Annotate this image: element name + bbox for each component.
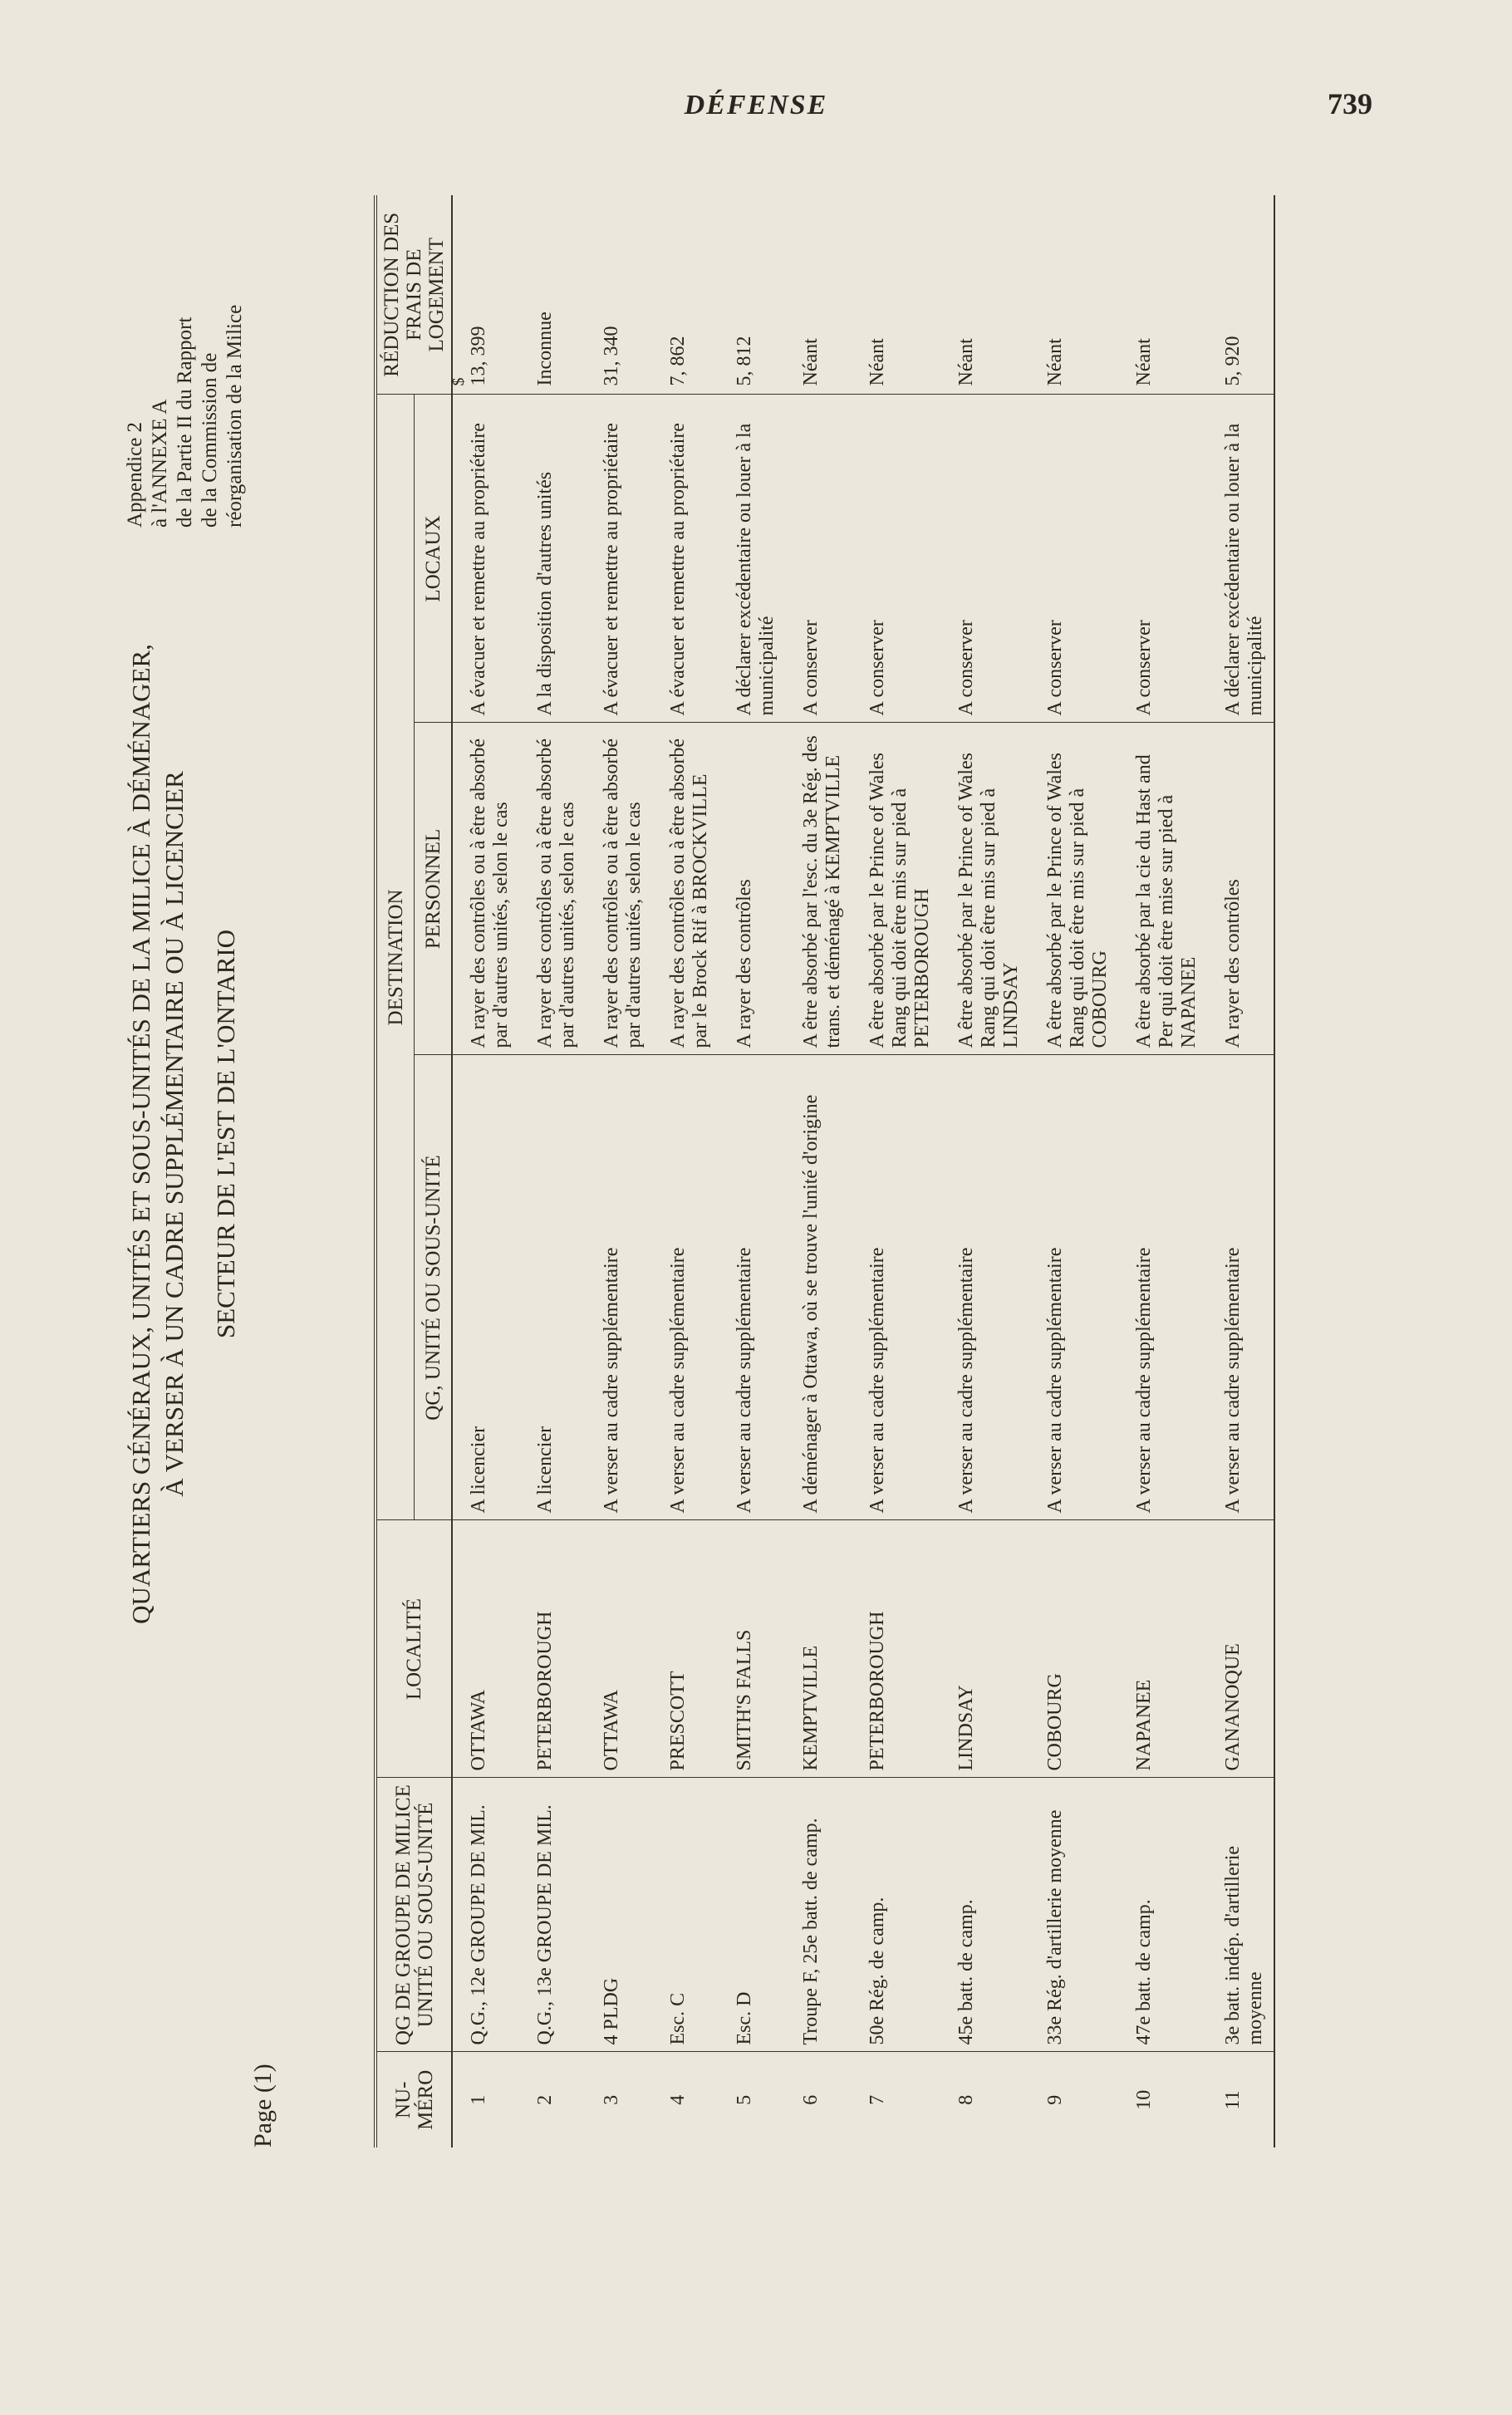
table-subtitle: SECTEUR DE L'EST DE L'ONTARIO — [211, 929, 240, 1339]
title-line-1: QUARTIERS GÉNÉRAUX, UNITÉS ET SOUS-UNITÉS DE LA MILICE À DÉMÉNAGER, — [126, 644, 155, 1624]
table-caption — [124, 170, 374, 2156]
cell-unit: Esc. C — [652, 1778, 719, 2052]
cell-qg-unite: A licencier — [519, 1055, 586, 1520]
cell-localite: OTTAWA — [452, 1520, 519, 1778]
cell-locaux: A conserver — [1029, 395, 1118, 723]
cell-localite: OTTAWA — [586, 1520, 652, 1778]
cell-qg-unite: A verser au cadre supplémentaire — [1118, 1055, 1207, 1520]
cell-numero: 3 — [601, 2094, 622, 2105]
section-title: DÉFENSE — [684, 90, 828, 120]
cell-numero: 6 — [800, 2094, 822, 2105]
cell-personnel: A être absorbé par la cie du Hast and Per qui doit être mise sur pied à NAPANEE — [1118, 723, 1207, 1055]
appendix-line: Appendice 2 — [124, 421, 146, 528]
cell-localite: PRESCOTT — [652, 1520, 719, 1778]
page-number: 739 — [1328, 87, 1372, 120]
cell-reduction: 13, 399 $ — [452, 195, 519, 395]
cell-reduction: Néant — [1029, 195, 1118, 395]
table-row — [452, 195, 519, 2147]
cell-localite: COBOURG — [1029, 1520, 1118, 1778]
cell-unit: 47e batt. de camp. — [1118, 1778, 1207, 2052]
cell-locaux: A conserver — [852, 395, 940, 723]
cell-numero: 11 — [1207, 2052, 1274, 2147]
cell-personnel: A être absorbé par l'esc. du 3e Rég. des trans. et déménagé à KEMPTVILLE — [785, 723, 852, 1055]
table-body — [449, 195, 1274, 2147]
cell-qg-unite: A verser au cadre supplémentaire — [652, 1055, 719, 1520]
table-row — [1118, 195, 1207, 2147]
table-row — [1029, 195, 1118, 2147]
header-qg-unite: QG, UNITÉ OU SOUS-UNITÉ — [415, 1055, 452, 1520]
header-reduction: RÉDUCTION DES FRAIS DE LOGEMENT — [376, 195, 452, 395]
cell-qg-unite: A licencier — [452, 1055, 519, 1520]
currency-symbol: $ — [449, 377, 468, 386]
cell-qg-unite: A verser au cadre supplémentaire — [852, 1055, 940, 1520]
cell-unit: 50e Rég. de camp. — [852, 1778, 940, 2052]
cell-unit: Q.G., 13e GROUPE DE MIL. — [519, 1778, 586, 2052]
header-locaux: LOCAUX — [415, 395, 452, 723]
cell-personnel: A rayer des contrôles ou à être absorbé par d'autres unités, selon le cas — [452, 723, 519, 1055]
cell-numero: 1 — [468, 2094, 489, 2105]
cell-numero: 10 — [1133, 2089, 1155, 2110]
cell-personnel: A rayer des contrôles — [719, 723, 785, 1055]
cell-personnel: A être absorbé par le Prince of Wales Rang qui doit être mis sur pied à LINDSAY — [940, 723, 1029, 1055]
appendix-line: à l'ANNEXE A — [149, 399, 171, 528]
header-personnel: PERSONNEL — [415, 723, 452, 1055]
table-row — [1207, 195, 1274, 2147]
cell-personnel: A être absorbé par le Prince of Wales Rang qui doit être mis sur pied à PETERBOROUGH — [852, 723, 940, 1055]
header-destination: DESTINATION — [376, 395, 415, 1520]
cell-numero: 4 — [667, 2094, 689, 2105]
cell-unit: 4 PLDG — [586, 1778, 652, 2052]
cell-reduction: Inconnue — [519, 195, 586, 395]
cell-localite: PETERBOROUGH — [852, 1520, 940, 1778]
header-localite: LOCALITÉ — [376, 1520, 452, 1778]
table-row — [785, 195, 852, 2147]
cell-qg-unite: A verser au cadre supplémentaire — [940, 1055, 1029, 1520]
cell-reduction: 5, 920 — [1207, 195, 1274, 395]
cell-localite: PETERBOROUGH — [519, 1520, 586, 1778]
cell-reduction: Néant — [1118, 195, 1207, 395]
appendix-line: de la Partie II du Rapport — [174, 317, 196, 528]
cell-locaux: A la disposition d'autres unités — [519, 395, 586, 723]
cell-numero: 5 — [734, 2094, 755, 2105]
cell-reduction: 7, 862 — [652, 195, 719, 395]
page-ref: Page (1) — [249, 2064, 277, 2147]
cell-unit: 33e Rég. d'artillerie moyenne — [1029, 1778, 1118, 2052]
cell-unit: 45e batt. de camp. — [940, 1778, 1029, 2052]
cell-unit: Q.G., 12e GROUPE DE MIL. — [452, 1778, 519, 2052]
table-title — [125, 345, 243, 1923]
cell-qg-unite: A verser au cadre supplémentaire — [719, 1055, 785, 1520]
cell-localite: NAPANEE — [1118, 1520, 1207, 1778]
cell-personnel: A rayer des contrôles — [1207, 723, 1274, 1055]
units-table — [374, 195, 1275, 2147]
cell-personnel: A rayer des contrôles ou à être absorbé par le Brock Rif à BROCKVILLE — [652, 723, 719, 1055]
cell-personnel: A rayer des contrôles ou à être absorbé par d'autres unités, selon le cas — [519, 723, 586, 1055]
cell-reduction: Néant — [852, 195, 940, 395]
cell-locaux: A conserver — [1118, 395, 1207, 723]
header-qg: QG DE GROUPE DE MILICE UNITÉ OU SOUS-UNITÉ — [376, 1778, 452, 2052]
appendix-line: réorganisation de la Milice — [223, 304, 246, 528]
table-row — [586, 195, 652, 2147]
cell-reduction: 31, 340 — [586, 195, 652, 395]
cell-localite: SMITH'S FALLS — [719, 1520, 785, 1778]
cell-locaux: A conserver — [785, 395, 852, 723]
header-numero: NU-MÉRO — [376, 2052, 452, 2147]
cell-localite: GANANOQUE — [1207, 1520, 1274, 1778]
cell-numero: 2 — [534, 2094, 556, 2105]
cell-locaux: A évacuer et remettre au propriétaire — [586, 395, 652, 723]
cell-unit: 3e batt. indép. d'artillerie moyenne — [1207, 1778, 1274, 2052]
cell-numero: 9 — [1044, 2094, 1066, 2105]
cell-localite: KEMPTVILLE — [785, 1520, 852, 1778]
cell-unit: Troupe F, 25e batt. de camp. — [785, 1778, 852, 2052]
cell-qg-unite: A verser au cadre supplémentaire — [1029, 1055, 1118, 1520]
table-row — [652, 195, 719, 2147]
cell-locaux: A déclarer excédentaire ou louer à la municipalité — [719, 395, 785, 723]
cell-locaux: A évacuer et remettre au propriétaire — [652, 395, 719, 723]
cell-reduction: Néant — [785, 195, 852, 395]
cell-qg-unite: A déménager à Ottawa, où se trouve l'unité d'origine — [785, 1055, 852, 1520]
appendix-line: de la Commission de — [199, 352, 221, 528]
cell-qg-unite: A verser au cadre supplémentaire — [586, 1055, 652, 1520]
table-row — [940, 195, 1029, 2147]
cell-reduction: Néant — [940, 195, 1029, 395]
cell-unit: Esc. D — [719, 1778, 785, 2052]
cell-numero: 7 — [866, 2094, 888, 2105]
cell-localite: LINDSAY — [940, 1520, 1029, 1778]
cell-personnel: A rayer des contrôles ou à être absorbé par d'autres unités, selon le cas — [586, 723, 652, 1055]
cell-personnel: A être absorbé par le Prince of Wales Rang qui doit être mis sur pied à COBOURG — [1029, 723, 1118, 1055]
rotated-table-block — [124, 170, 1446, 2156]
table-row — [519, 195, 586, 2147]
title-line-2: À VERSER À UN CADRE SUPPLÉMENTAIRE OU À LICENCIER — [160, 771, 189, 1497]
cell-locaux: A conserver — [940, 395, 1029, 723]
cell-locaux: A évacuer et remettre au propriétaire — [452, 395, 519, 723]
table-row — [719, 195, 785, 2147]
cell-qg-unite: A verser au cadre supplémentaire — [1207, 1055, 1274, 1520]
table-row — [852, 195, 940, 2147]
cell-reduction: 5, 812 — [719, 195, 785, 395]
cell-locaux: A déclarer excédentaire ou louer à la municipalité — [1207, 395, 1274, 723]
appendix-note — [123, 145, 248, 528]
cell-numero: 8 — [955, 2094, 977, 2105]
